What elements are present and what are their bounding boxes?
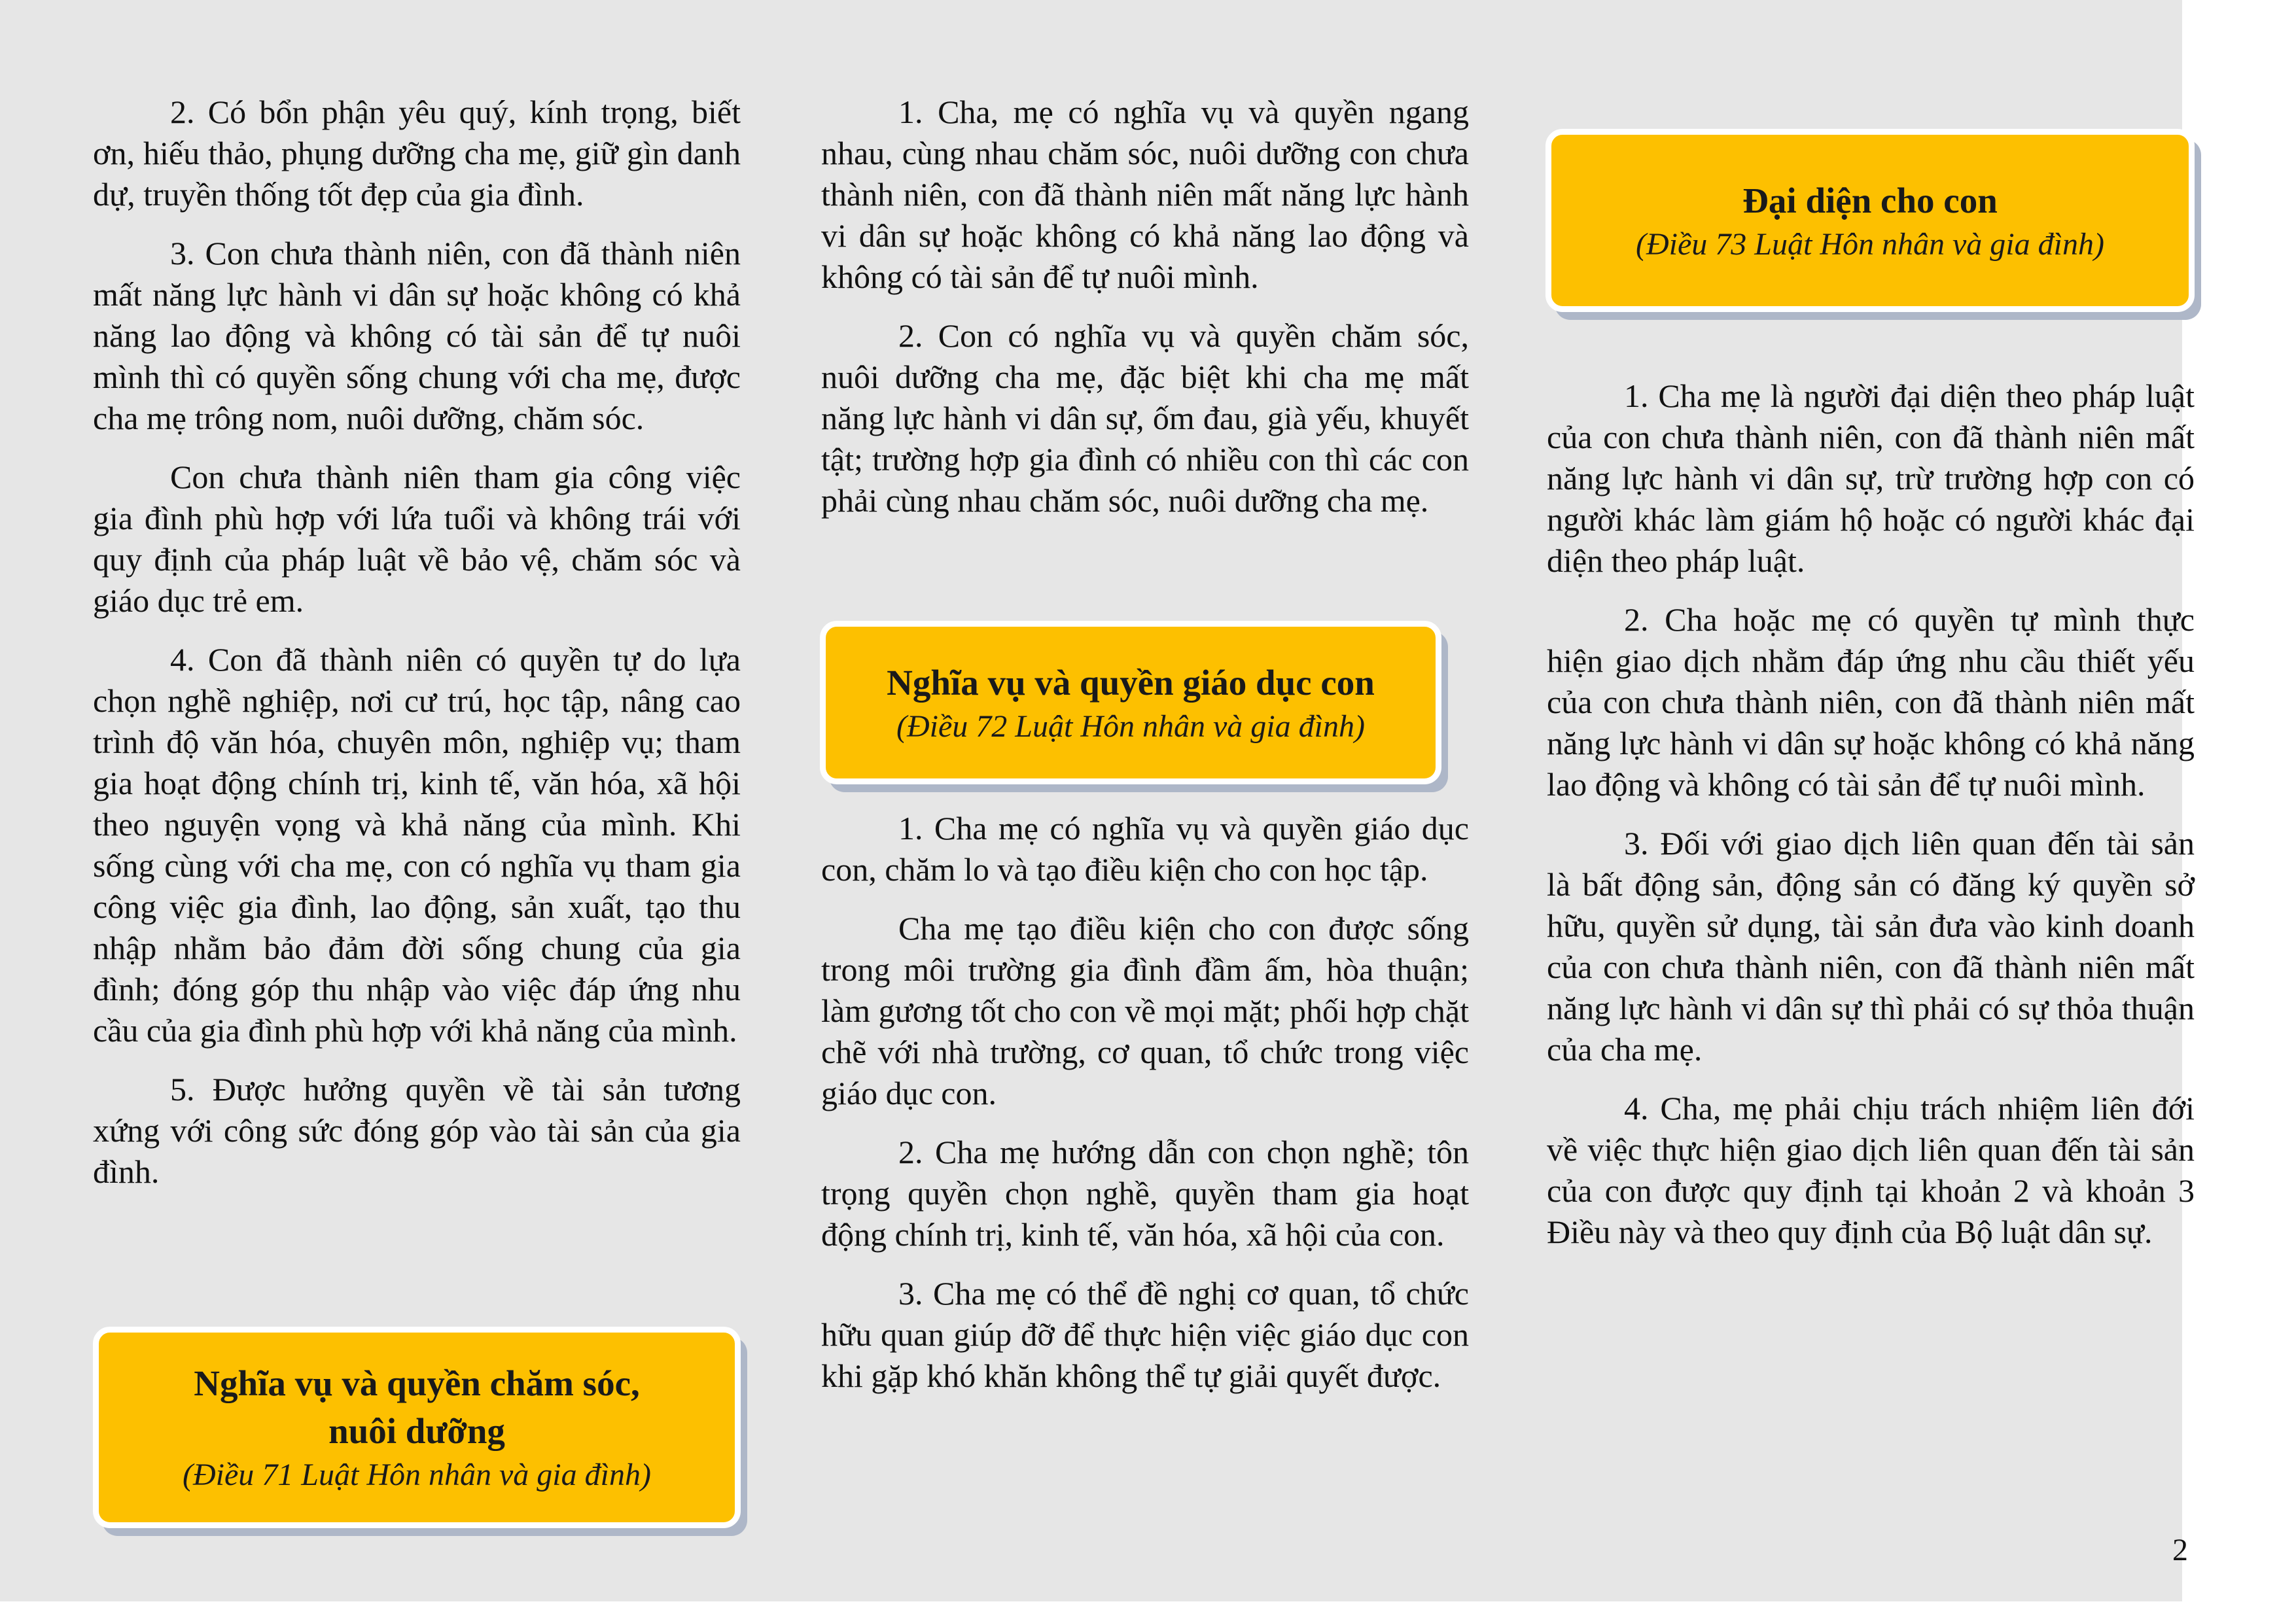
paragraph: Cha mẹ tạo điều kiện cho con được sống trong môi trường gia đình đầm ấm, hòa thuận; làm gương tốt cho con về mọi mặt; phối hợp chặt chẽ với nhà trường, cơ quan, tổ chức trong việc giáo dục con. xyxy=(821,910,1469,1111)
column-right xyxy=(1547,375,2195,1270)
column-left xyxy=(93,92,741,1210)
paragraph: 3. Con chưa thành niên, con đã thành niên mất năng lực hành vi dân sự hoặc không có khả năng lao động và không có tài sản để tự nuôi mình thì có quyền sống chung với cha mẹ, được cha mẹ trông nom, nuôi dưỡng, chăm sóc. xyxy=(93,235,741,436)
paragraph: 5. Được hưởng quyền về tài sản tương xứng với công sức đóng góp vào tài sản của gia đình. xyxy=(93,1071,741,1190)
heading-subtitle: (Điều 71 Luật Hôn nhân và gia đình) xyxy=(183,1457,651,1492)
heading-box-dai-dien xyxy=(1545,129,2195,312)
paragraph: 3. Cha mẹ có thể đề nghị cơ quan, tổ chức hữu quan giúp đỡ để thực hiện việc giáo dục con khi gặp khó khăn không thể tự giải quyết được. xyxy=(821,1275,1469,1394)
paragraph: 3. Đối với giao dịch liên quan đến tài sản là bất động sản, động sản có đăng ký quyền sở hữu, quyền sử dụng, tài sản đưa vào kinh doanh của con chưa thành niên, con đã thành niên mất năng lực hành vi dân sự thì phải có sự thỏa thuận của cha mẹ. xyxy=(1547,825,2195,1068)
paragraph: 2. Cha hoặc mẹ có quyền tự mình thực hiện giao dịch nhằm đáp ứng nhu cầu thiết yếu của con chưa thành niên, con đã thành niên mất năng lực hành vi dân sự hoặc không có khả năng lao động và không có tài sản để tự nuôi mình. xyxy=(1547,601,2195,803)
paragraph: Con chưa thành niên tham gia công việc gia đình phù hợp với lứa tuổi và không trái với quy định của pháp luật về bảo vệ, chăm sóc và giáo dục trẻ em. xyxy=(93,459,741,619)
heading-subtitle: (Điều 72 Luật Hôn nhân và gia đình) xyxy=(896,708,1365,744)
paragraph: 2. Con có nghĩa vụ và quyền chăm sóc, nuôi dưỡng cha mẹ, đặc biệt khi cha mẹ mất năng lực hành vi dân sự, ốm đau, già yếu, khuyết tật; trường hợp gia đình có nhiều con thì các con phải cùng nhau chăm sóc, nuôi dưỡng cha mẹ. xyxy=(821,317,1469,519)
paragraph: 1. Cha mẹ có nghĩa vụ và quyền giáo dục con, chăm lo và tạo điều kiện cho con học tập. xyxy=(821,810,1469,888)
heading-title: Nghĩa vụ và quyền giáo dục con xyxy=(887,662,1375,703)
heading-title-line1: Nghĩa vụ và quyền chăm sóc, xyxy=(194,1363,640,1403)
paragraph: 2. Cha mẹ hướng dẫn con chọn nghề; tôn trọng quyền chọn nghề, quyền tham gia hoạt động chính trị, kinh tế, văn hóa, xã hội của con. xyxy=(821,1134,1469,1253)
paragraph: 1. Cha, mẹ có nghĩa vụ và quyền ngang nhau, cùng nhau chăm sóc, nuôi dưỡng con chưa thành niên, con đã thành niên mất năng lực hành vi dân sự hoặc không có khả năng lao động và không có tài sản để tự nuôi mình. xyxy=(821,94,1469,295)
page-number: 2 xyxy=(2172,1533,2188,1567)
paragraph: 1. Cha mẹ là người đại diện theo pháp luật của con chưa thành niên, con đã thành niên mất năng lực hành vi dân sự, trừ trường hợp con có người khác làm giám hộ hoặc có người khác đại diện theo pháp luật. xyxy=(1547,377,2195,579)
paragraph: 4. Cha, mẹ phải chịu trách nhiệm liên đới về việc thực hiện giao dịch liên quan đến tài sản của con được quy định tại khoản 2 và khoản 3 Điều này và theo quy định của Bộ luật dân sự. xyxy=(1547,1090,2195,1250)
heading-title: Đại diện cho con xyxy=(1742,180,1998,220)
paragraph: 2. Có bổn phận yêu quý, kính trọng, biết ơn, hiếu thảo, phụng dưỡng cha mẹ, giữ gìn danh dự, truyền thống tốt đẹp của gia đình. xyxy=(93,94,741,213)
heading-box-giao-duc xyxy=(820,621,1441,784)
heading-title-line2: nuôi dưỡng xyxy=(328,1411,505,1451)
column-middle-bottom xyxy=(821,808,1469,1414)
heading-box-cham-soc xyxy=(93,1327,741,1528)
column-middle-top xyxy=(821,92,1469,539)
paragraph: 4. Con đã thành niên có quyền tự do lựa chọn nghề nghiệp, nơi cư trú, học tập, nâng cao trình độ văn hóa, chuyên môn, nghiệp vụ; tham gia hoạt động chính trị, kinh tế, văn hóa, xã hội theo nguyện vọng và khả năng của mình. Khi sống cùng với cha mẹ, con có nghĩa vụ tham gia công việc gia đình, lao động, sản xuất, tạo thu nhập nhằm bảo đảm đời sống chung của gia đình; đóng góp thu nhập vào việc đáp ứng nhu cầu của gia đình phù hợp với khả năng của mình. xyxy=(93,641,741,1049)
heading-subtitle: (Điều 73 Luật Hôn nhân và gia đình) xyxy=(1636,226,2104,262)
